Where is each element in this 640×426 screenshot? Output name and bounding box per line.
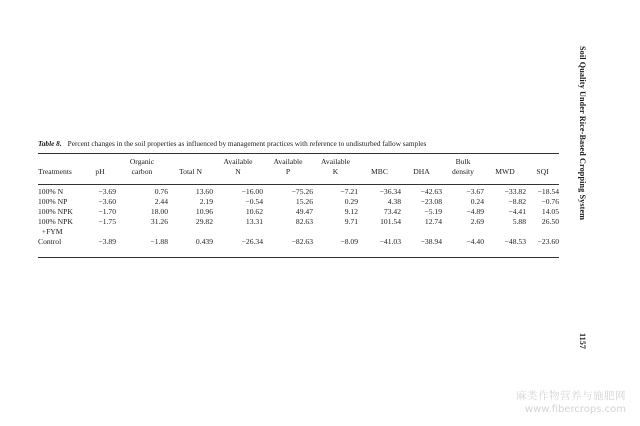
table-header-row bbox=[38, 157, 559, 181]
value-cell bbox=[526, 227, 559, 237]
value-cell bbox=[313, 227, 358, 237]
value-cell: 29.82 bbox=[195, 217, 213, 226]
value-cell: −4.41 bbox=[508, 207, 526, 216]
page-number: 1157 bbox=[578, 333, 587, 349]
value-cell: 9.12 bbox=[344, 207, 358, 216]
value-cell: 4.38 bbox=[387, 197, 401, 206]
column-header-line: Treatments bbox=[38, 166, 72, 176]
value-cell: 2.19 bbox=[199, 197, 213, 206]
column-header bbox=[442, 157, 484, 181]
treatment-cell: +FYM bbox=[38, 227, 63, 236]
watermark-chinese: 麻类作物营养与施肥网 bbox=[516, 390, 626, 402]
treatment-cell: Control bbox=[38, 237, 62, 246]
table-row bbox=[38, 217, 559, 227]
value-cell: 9.71 bbox=[344, 217, 358, 226]
value-cell: −1.75 bbox=[98, 217, 116, 226]
value-cell: 10.62 bbox=[245, 207, 263, 216]
value-cell: −36.34 bbox=[379, 187, 401, 196]
column-header-line: DHA bbox=[413, 166, 430, 176]
value-cell: −0.76 bbox=[541, 197, 559, 206]
value-cell bbox=[168, 227, 213, 237]
value-cell: 18.00 bbox=[150, 207, 168, 216]
treatment-cell: 100% N bbox=[38, 187, 64, 196]
treatment-cell: 100% NP bbox=[38, 197, 68, 206]
column-header bbox=[38, 157, 84, 181]
column-header-line: pH bbox=[95, 166, 105, 176]
value-cell: 13.60 bbox=[195, 187, 213, 196]
column-header-line: Available bbox=[223, 157, 253, 166]
value-cell: −41.03 bbox=[379, 237, 401, 246]
column-header-line: K bbox=[332, 166, 339, 176]
value-cell: −18.54 bbox=[537, 187, 559, 196]
table-row bbox=[38, 197, 559, 207]
value-cell bbox=[358, 227, 401, 237]
value-cell: 10.96 bbox=[195, 207, 213, 216]
column-header bbox=[358, 157, 401, 181]
table-row bbox=[38, 181, 559, 197]
column-header-line: density bbox=[452, 166, 474, 176]
value-cell: 14.05 bbox=[541, 207, 559, 216]
column-header bbox=[401, 157, 442, 181]
value-cell: −0.54 bbox=[245, 197, 263, 206]
value-cell: −23.60 bbox=[537, 237, 559, 246]
column-header bbox=[484, 157, 526, 181]
value-cell: 101.54 bbox=[380, 217, 401, 226]
running-title: Soil Quality Under Rice-Based Cropping System bbox=[578, 46, 587, 221]
column-header bbox=[116, 157, 168, 181]
value-cell: −4.89 bbox=[466, 207, 484, 216]
value-cell: −3.89 bbox=[98, 237, 116, 246]
value-cell: −4.40 bbox=[466, 237, 484, 246]
value-cell: −3.60 bbox=[98, 197, 116, 206]
column-header-line: MWD bbox=[495, 166, 515, 176]
column-header-line: Organic bbox=[129, 157, 155, 166]
column-header bbox=[526, 157, 559, 181]
value-cell: −8.82 bbox=[508, 197, 526, 206]
value-cell: −26.34 bbox=[241, 237, 263, 246]
value-cell bbox=[442, 227, 484, 237]
treatment-cell: 100% NPK bbox=[38, 217, 73, 226]
value-cell: 49.47 bbox=[295, 207, 313, 216]
table-top-rule bbox=[38, 153, 559, 154]
table-caption bbox=[38, 139, 558, 148]
value-cell: 2.69 bbox=[470, 217, 484, 226]
value-cell: 82.63 bbox=[295, 217, 313, 226]
value-cell bbox=[484, 227, 526, 237]
value-cell: −42.63 bbox=[420, 187, 442, 196]
value-cell: −3.69 bbox=[98, 187, 116, 196]
column-header-line: SQI bbox=[536, 166, 549, 176]
value-cell: −16.00 bbox=[241, 187, 263, 196]
table-bottom-rule bbox=[38, 257, 559, 258]
column-header-line: Available bbox=[273, 157, 303, 166]
column-header bbox=[213, 157, 263, 181]
value-cell: 26.50 bbox=[541, 217, 559, 226]
value-cell: −5.19 bbox=[424, 207, 442, 216]
value-cell: −7.21 bbox=[340, 187, 358, 196]
column-header bbox=[84, 157, 116, 181]
table-label: Table 8. bbox=[38, 139, 62, 148]
table-body bbox=[38, 181, 559, 247]
value-cell: −23.08 bbox=[420, 197, 442, 206]
column-header-line: P bbox=[285, 166, 291, 176]
table-row bbox=[38, 227, 559, 237]
column-header bbox=[168, 157, 213, 181]
value-cell: −48.53 bbox=[504, 237, 526, 246]
column-header-line: Total N bbox=[179, 166, 202, 176]
value-cell: 13.31 bbox=[245, 217, 263, 226]
column-header-line: Available bbox=[321, 157, 350, 166]
column-header-line: Bulk bbox=[455, 157, 471, 166]
value-cell: 73.42 bbox=[383, 207, 401, 216]
watermark bbox=[516, 390, 626, 416]
column-header-line: MBC bbox=[371, 166, 388, 176]
watermark-url: www.fibercrops.com bbox=[524, 404, 626, 415]
value-cell: 5.88 bbox=[512, 217, 526, 226]
value-cell: 2.44 bbox=[154, 197, 168, 206]
column-header-line: N bbox=[235, 166, 241, 176]
treatment-cell: 100% NPK bbox=[38, 207, 73, 216]
value-cell: −33.82 bbox=[504, 187, 526, 196]
value-cell: 0.439 bbox=[195, 237, 213, 246]
column-header bbox=[263, 157, 313, 181]
value-cell: 15.26 bbox=[295, 197, 313, 206]
value-cell: −82.63 bbox=[291, 237, 313, 246]
value-cell: −1.88 bbox=[150, 237, 168, 246]
value-cell: 12.74 bbox=[424, 217, 442, 226]
value-cell: 31.26 bbox=[150, 217, 168, 226]
table-row bbox=[38, 237, 559, 247]
value-cell: −8.09 bbox=[340, 237, 358, 246]
value-cell: 0.76 bbox=[154, 187, 168, 196]
value-cell bbox=[116, 227, 168, 237]
value-cell: −75.26 bbox=[291, 187, 313, 196]
column-header bbox=[313, 157, 358, 181]
value-cell bbox=[263, 227, 313, 237]
value-cell: 0.24 bbox=[470, 197, 484, 206]
value-cell: −1.70 bbox=[98, 207, 116, 216]
value-cell: 0.29 bbox=[344, 197, 358, 206]
value-cell: −3.67 bbox=[466, 187, 484, 196]
value-cell bbox=[401, 227, 442, 237]
value-cell bbox=[213, 227, 263, 237]
value-cell: −38.94 bbox=[420, 237, 442, 246]
column-header-line: carbon bbox=[131, 166, 153, 176]
table-caption-text: Percent changes in the soil properties as influenced by management practices with reference to undisturbed fallow samples bbox=[67, 139, 427, 148]
table-row bbox=[38, 207, 559, 217]
soil-properties-table bbox=[38, 157, 559, 247]
value-cell bbox=[84, 227, 116, 237]
